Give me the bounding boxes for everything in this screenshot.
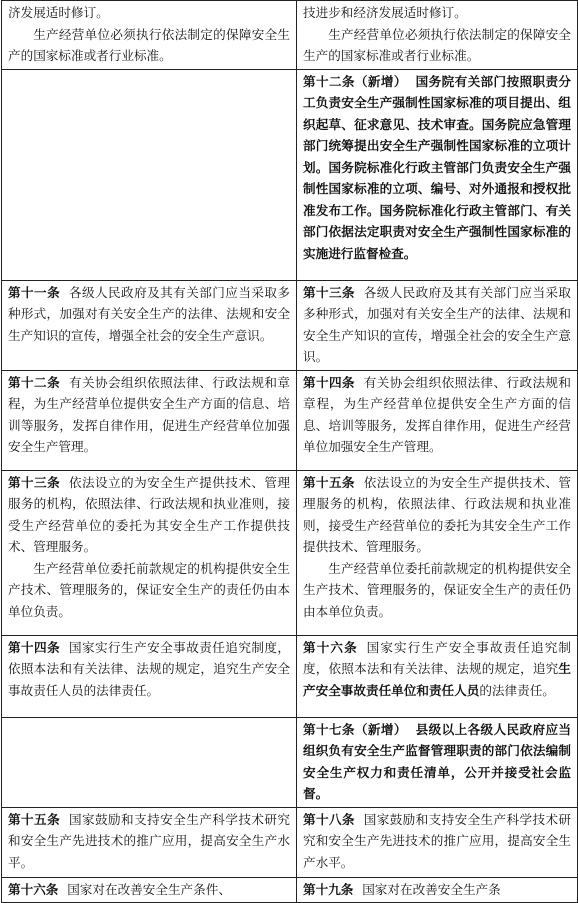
old-article-cell	[2, 717, 297, 807]
article-text: 生产经营单位必须执行依法制定的保障安全生产的国家标准或者行业标准。	[8, 26, 290, 63]
new-article-cell	[297, 280, 578, 370]
article-number: 第十八条	[303, 811, 355, 827]
article-number: 第十五条	[303, 474, 355, 490]
article-paragraph	[303, 282, 571, 368]
old-article-cell	[2, 280, 297, 370]
article-number: 第十四条	[8, 639, 61, 655]
article-paragraph	[8, 2, 290, 24]
article-paragraph	[8, 24, 290, 67]
table-row	[2, 470, 578, 635]
article-number: 第十二条（新增）	[303, 73, 407, 89]
article-text: 县级以上各级人民政府应当组织负有安全生产监督管理职责的部门依法编制安全生产权力和责任清单，公开并接受社会监督。	[303, 721, 572, 801]
article-text: 有关协会组织依照法律、行政法规和章程，为生产经营单位提供安全生产方面的信息、培训等服务，发挥自律作用，促进生产经营单位加强安全生产管理。	[8, 374, 291, 454]
table-row	[2, 807, 578, 877]
article-number: 第十七条（新增）	[303, 721, 407, 737]
old-article-cell	[2, 635, 297, 717]
new-article-cell	[297, 370, 578, 470]
article-text: 生产经营单位委托前款规定的机构提供安全生产技术、管理服务的，保证安全生产的责任仍由本单位负责。	[8, 560, 290, 619]
article-number: 第十六条	[8, 881, 59, 897]
article-number: 第十二条	[8, 374, 61, 390]
old-article-cell	[2, 370, 297, 470]
new-article-cell	[297, 1, 578, 70]
article-paragraph	[303, 719, 571, 805]
article-paragraph	[8, 558, 290, 623]
article-number: 第十三条	[8, 474, 61, 490]
article-text: 技进步和经济发展适时修订。	[303, 5, 467, 20]
new-article-cell	[297, 635, 578, 717]
article-number: 第十五条	[8, 811, 61, 827]
article-number: 第十三条	[303, 284, 355, 300]
article-number: 第十六条	[303, 639, 358, 655]
old-article-cell	[2, 877, 297, 903]
table-row	[2, 1, 578, 70]
article-paragraph	[8, 637, 290, 702]
article-text: 国家实行生产安全事故责任追究制度，依照本法和有关法律、法规的规定，追究	[303, 639, 572, 676]
article-paragraph	[303, 2, 571, 24]
article-paragraph	[303, 558, 571, 623]
law-comparison-table	[1, 0, 578, 903]
article-paragraph	[303, 24, 571, 67]
article-paragraph	[8, 472, 290, 558]
article-text: 国家对在改善安全生产条件、	[67, 881, 231, 897]
article-paragraph	[303, 809, 571, 874]
article-paragraph	[303, 879, 571, 901]
article-text: 依法设立的为安全生产提供技术、管理服务的机构，依照法律、行政法规和执业准则，接受生产经营单位的委托为其安全生产工作提供技术、管理服务。	[8, 474, 291, 554]
article-paragraph	[303, 71, 571, 265]
article-text: 生产经营单位必须执行依法制定的保障安全生产的国家标准或者行业标准。	[303, 26, 571, 63]
article-paragraph	[8, 372, 290, 458]
article-text: 国务院有关部门按照职责分工负责安全生产强制性国家标准的项目提出、组织起草、征求意见、技术审查。国务院应急管理部门统筹提出安全生产强制性国家标准的立项计划。国务院标准化行政主管部门负责安全生产强制性国家标准的立项、编号、对外通报和授权批准发布工作。国务院标准化行政主管部门、有关部门依据法定职责对安全生产强制性国家标准的实施进行监督检查。	[303, 73, 572, 261]
article-paragraph	[303, 637, 571, 702]
article-paragraph	[303, 472, 571, 558]
new-article-cell	[297, 470, 578, 635]
article-text-tail: 的法律责任。	[479, 682, 555, 698]
article-paragraph	[303, 372, 571, 458]
article-text: 国家对在改善安全生产条	[362, 881, 501, 897]
table-row	[2, 370, 578, 470]
article-paragraph	[8, 879, 290, 901]
article-number: 第十一条	[8, 284, 61, 300]
article-text: 生产经营单位委托前款规定的机构提供安全生产技术、管理服务的，保证安全生产的责任仍由本单位负责。	[303, 560, 571, 619]
new-article-cell	[297, 807, 578, 877]
article-text: 济发展适时修订。	[8, 5, 109, 20]
new-article-cell	[297, 877, 578, 903]
table-row	[2, 280, 578, 370]
table-row	[2, 635, 578, 717]
old-article-cell	[2, 470, 297, 635]
article-paragraph	[8, 282, 290, 347]
article-text: 国家鼓励和支持安全生产科学技术研究和安全生产先进技术的推广应用，提高安全生产水平。	[303, 811, 572, 870]
article-number: 第十四条	[303, 374, 355, 390]
article-text: 依法设立的为安全生产提供技术、管理服务的机构，依照法律、行政法规和执业准则，接受生产经营单位的委托为其安全生产工作提供技术、管理服务。	[303, 474, 572, 554]
table-row	[2, 877, 578, 903]
article-number: 第十九条	[303, 881, 354, 897]
new-article-cell	[297, 69, 578, 280]
article-text: 各级人民政府及其有关部门应当采取多种形式，加强对有关安全生产的法律、法规和安全生产知识的宣传，增强全社会的安全生产意识。	[303, 284, 572, 364]
table-row	[2, 69, 578, 280]
article-text: 各级人民政府及其有关部门应当采取多种形式，加强对有关安全生产的法律、法规和安全生产知识的宣传，增强全社会的安全生产意识。	[8, 284, 291, 343]
amended-text: 生产安全事故责任单位和责任人员	[303, 661, 571, 698]
table-row	[2, 717, 578, 807]
article-text: 国家鼓励和支持安全生产科学技术研究和安全生产先进技术的推广应用，提高安全生产水平。	[8, 811, 291, 870]
old-article-cell	[2, 69, 297, 280]
article-text: 有关协会组织依照法律、行政法规和章程，为生产经营单位提供安全生产方面的信息、培训等服务，发挥自律作用，促进生产经营单位加强安全生产管理。	[303, 374, 572, 454]
old-article-cell	[2, 807, 297, 877]
article-text: 国家实行生产安全事故责任追究制度，依照本法和有关法律、法规的规定，追究生产安全事故责任人员的法律责任。	[8, 639, 291, 698]
new-article-cell	[297, 717, 578, 807]
table-body	[2, 1, 578, 903]
article-paragraph	[8, 809, 290, 874]
old-article-cell	[2, 1, 297, 70]
